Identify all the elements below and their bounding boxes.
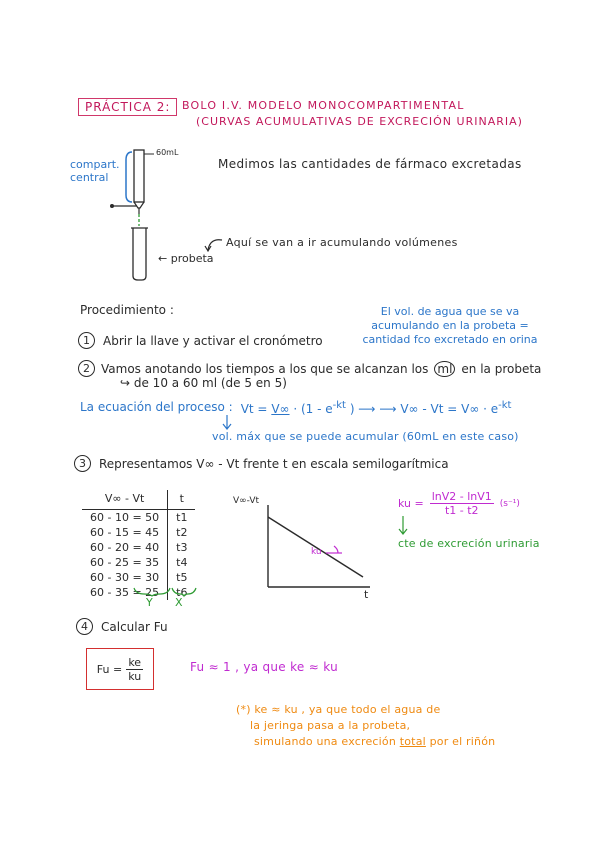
table-row: 60 - 10 = 50 t1 (82, 510, 195, 526)
step-3-text: Representamos V∞ - Vt frente t en escala semilogarítmica (99, 456, 449, 471)
equation-v-infinity: V∞ (271, 402, 290, 416)
table-row: 60 - 30 = 30 t5 (82, 570, 195, 585)
label-60ml: 60mL (156, 148, 179, 157)
y-label: Y (146, 596, 153, 609)
orange-note: (*) ke ≈ ku , ya que todo el agua de la jeringa pasa a la probeta, simulando una excreción total por el riñón (236, 703, 496, 748)
title-line-1: BOLO I.V. MODELO MONOCOMPARTIMENTAL (182, 99, 465, 112)
blue-note-volume: El vol. de agua que se va acumulando en la probeta = cantidad fco excretado en orina (362, 305, 538, 346)
equation-body: $Vt = V\infty \cdot (1 - e^{-kt}$ ) ⟶ ⟶ $V\infty - Vt = V\infty \cdot e^{-kt}$ (240, 400, 512, 416)
vol-max-note: vol. máx que se puede acumular (60mL en este caso) (212, 430, 519, 443)
curved-arrow-icon (202, 234, 226, 256)
step-2-ml: ml (434, 361, 455, 377)
step-2 (78, 360, 541, 377)
table-row: 60 - 15 = 45 t2 (82, 525, 195, 540)
table-row: 60 - 35 = 25 t6 (82, 585, 195, 600)
step-3-number: 3 (74, 455, 91, 472)
step-4 (76, 618, 168, 635)
label-probeta: ← probeta (158, 252, 214, 265)
step-1 (78, 332, 323, 349)
fu-magenta-note: Fu ≈ 1 , ya que ke ≈ ku (190, 660, 338, 674)
graph-x-axis-label: t (364, 588, 369, 601)
ku-denominator: t1 - t2 (444, 504, 479, 517)
volume-time-table (82, 490, 195, 600)
process-equation (80, 400, 511, 416)
procedure-heading: Procedimiento : (80, 303, 174, 317)
step-1-text: Abrir la llave y activar el cronómetro (103, 333, 323, 348)
step-3 (74, 455, 449, 472)
table-row: 60 - 25 = 35 t4 (82, 555, 195, 570)
step-2-sub: ↪ de 10 a 60 ml (de 5 en 5) (120, 376, 287, 390)
step-1-number: 1 (78, 332, 95, 349)
step-4-text: Calcular Fu (101, 619, 168, 634)
step-2-text-a: Vamos anotando los tiempos a los que se alcanzan los (101, 361, 429, 376)
x-label: X (175, 596, 183, 609)
compartment-label: compart. central (70, 158, 120, 184)
table-braces (130, 586, 200, 598)
table-header-row (82, 490, 195, 510)
equation-label: La ecuación del proceso : (80, 400, 233, 414)
step-2-text-b: en la probeta (461, 361, 542, 376)
note-aqui: Aquí se van a ir acumulando volúmenes (226, 236, 458, 249)
practice-title-box: PRÁCTICA 2: (78, 98, 177, 116)
graph-slope-label: ku (311, 547, 322, 557)
down-arrow-icon-green (396, 515, 410, 537)
ku-green-note: cte de excreción urinaria (398, 537, 540, 550)
step-4-number: 4 (76, 618, 93, 635)
table-header-time: t (168, 490, 196, 510)
step-2-number: 2 (78, 360, 95, 377)
graph-y-axis-label: V∞-Vt (233, 496, 260, 506)
note-medimos: Medimos las cantidades de fármaco excretadas (218, 157, 522, 171)
semilog-graph (230, 495, 380, 605)
table-row: 60 - 20 = 40 t3 (82, 540, 195, 555)
fu-formula-box: Fu = $\frac{ke}{ku}$ (86, 648, 154, 690)
ku-numerator: lnV2 - lnV1 (431, 490, 492, 503)
ku-formula: ku = $\frac{\ln V2 - \ln V1}{t1 - t2}$ (s⁻¹) (398, 490, 520, 517)
title-line-2: (CURVAS ACUMULATIVAS DE EXCRECIÓN URINARIA) (196, 115, 523, 128)
table-header-volume: V∞ - Vt (82, 490, 168, 510)
